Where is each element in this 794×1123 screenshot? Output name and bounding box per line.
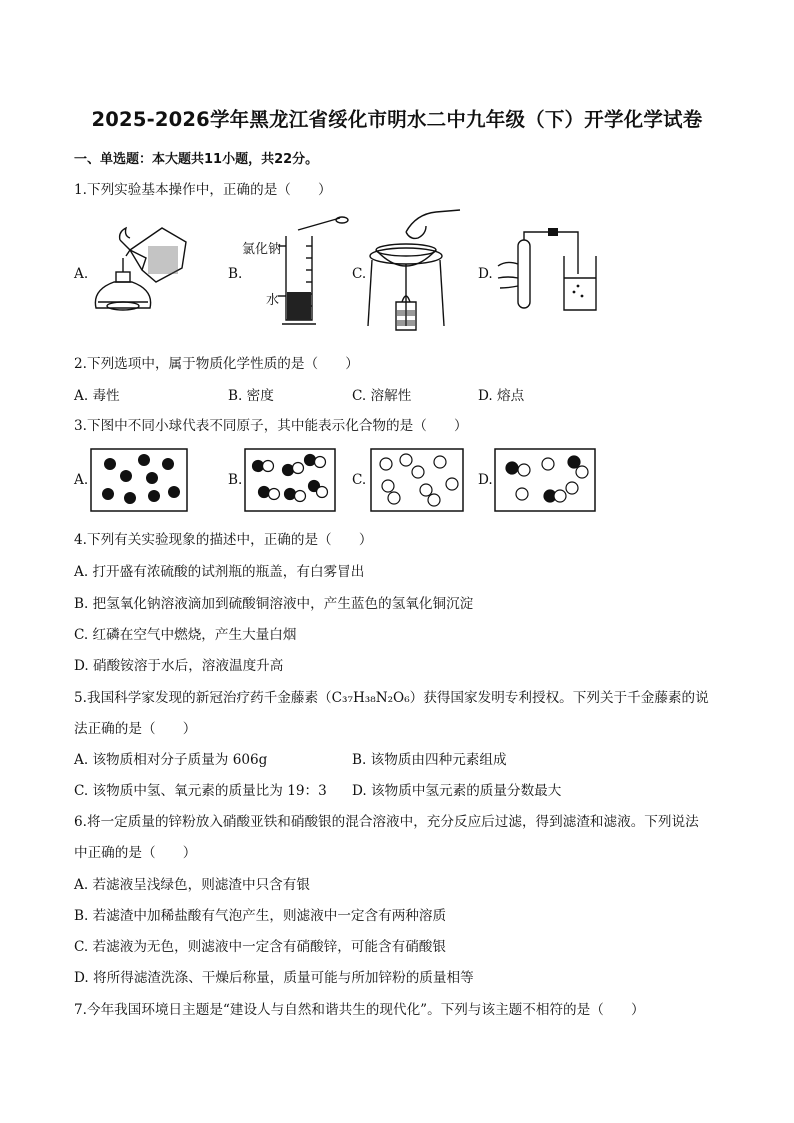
q3-option-c-label: C. [352, 472, 367, 488]
q4-option-d: D. 硝酸铵溶于水后，溶液温度升高 [74, 658, 284, 674]
sodium-chloride-label: 氯化钠 [242, 242, 282, 257]
particles-box-b [244, 448, 336, 512]
q5-stem-part1: 5.我国科学家发现的新冠治疗药千金藤素（ [74, 690, 332, 706]
q5-option-a: A. 该物质相对分子质量为 606g [74, 752, 268, 768]
q5-option-b: B. 该物质由四种元素组成 [352, 752, 507, 768]
q1-option-d-label: D. [478, 266, 493, 282]
q4-option-a: A. 打开盛有浓硫酸的试剂瓶的瓶盖，有白雾冒出 [74, 564, 365, 580]
q6-stem-line2: 中正确的是（ ） [74, 845, 197, 861]
q2-stem: 2.下列选项中，属于物质化学性质的是（ ） [74, 356, 359, 372]
alcohol-lamp-figure [86, 220, 206, 330]
q2-option-d: D. 熔点 [478, 388, 525, 404]
q7-stem: 7.今年我国环境日主题是“建设人与自然和谐共生的现代化”。下列与该主题不相符的是（ ） [74, 1002, 645, 1018]
q4-stem: 4.下列有关实验现象的描述中，正确的是（ ） [74, 532, 373, 548]
q1-stem: 1.下列实验基本操作中，正确的是（ ） [74, 182, 332, 198]
q6-option-d: D. 将所得滤渣洗涤、干燥后称量，质量可能与所加锌粉的质量相等 [74, 970, 474, 986]
q6-option-b: B. 若滤渣中加稀盐酸有气泡产生，则滤液中一定含有两种溶质 [74, 908, 447, 924]
q1-option-a-label: A. [74, 266, 89, 282]
particles-box-a [90, 448, 188, 512]
q2-option-a: A. 毒性 [74, 388, 120, 404]
particles-box-c [370, 448, 464, 512]
q4-option-b: B. 把氢氧化钠溶液滴加到硫酸铜溶液中，产生蓝色的氢氧化铜沉淀 [74, 596, 474, 612]
water-label: 水 [266, 293, 280, 308]
q1-option-b-label: B. [228, 266, 243, 282]
q5-stem-part2: ）获得国家发明专利授权。下列关于千金藤素的说 [409, 690, 709, 706]
evaporating-dish-figure [366, 206, 466, 336]
exam-title: 2025-2026学年黑龙江省绥化市明水二中九年级（下）开学化学试卷 [91, 108, 703, 131]
q2-option-c: C. 溶解性 [352, 388, 412, 404]
q2-option-b: B. 密度 [228, 388, 274, 404]
graduated-cylinder-figure [278, 216, 350, 328]
q3-option-b-label: B. [228, 472, 243, 488]
q5-formula: C₃₇H₃₈N₂O₆ [331, 690, 410, 706]
q5-option-d: D. 该物质中氢元素的质量分数最大 [352, 783, 562, 799]
gas-tightness-check-figure [492, 226, 602, 318]
particles-box-d [494, 448, 596, 512]
q3-option-d-label: D. [478, 472, 493, 488]
q1-option-c-label: C. [352, 266, 367, 282]
q5-stem-line2: 法正确的是（ ） [74, 721, 197, 737]
q6-option-a: A. 若滤液呈浅绿色，则滤渣中只含有银 [74, 877, 310, 893]
q3-stem: 3.下图中不同小球代表不同原子，其中能表示化合物的是（ ） [74, 418, 468, 434]
q6-option-c: C. 若滤液为无色，则滤液中一定含有硝酸锌，可能含有硝酸银 [74, 939, 446, 955]
q4-option-c: C. 红磷在空气中燃烧，产生大量白烟 [74, 627, 297, 643]
q6-stem: 6.将一定质量的锌粉放入硝酸亚铁和硝酸银的混合溶液中，充分反应后过滤，得到滤渣和滤液。下列说法 [74, 814, 699, 830]
q5-stem [74, 686, 709, 706]
q3-option-a-label: A. [74, 472, 89, 488]
q5-option-c: C. 该物质中氢、氧元素的质量比为 19：3 [74, 783, 327, 799]
section-heading: 一、单选题：本大题共11小题，共22分。 [74, 152, 319, 167]
